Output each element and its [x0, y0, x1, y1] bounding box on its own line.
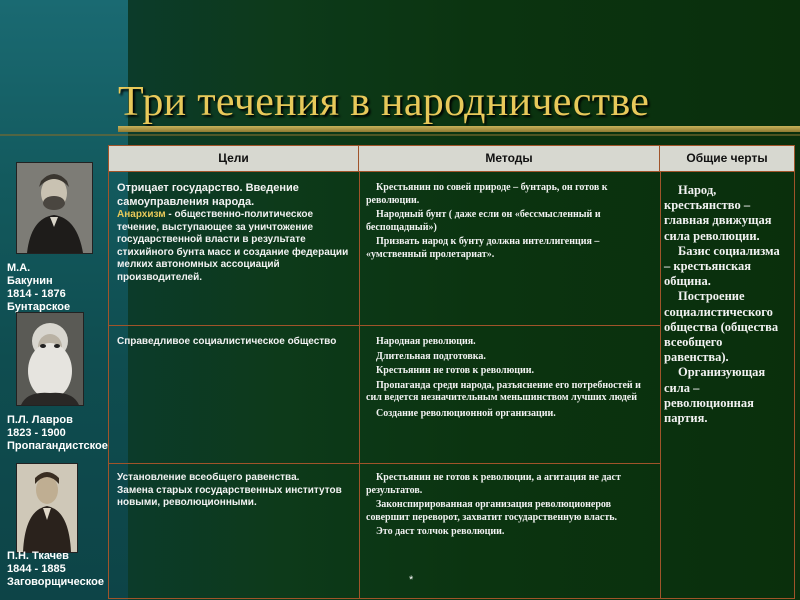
- person-current: Пропагандистское: [7, 440, 108, 452]
- col-divider: [660, 171, 661, 598]
- method-item: Народная революция.: [376, 336, 476, 347]
- title-underline-thin: [0, 134, 800, 136]
- common-trait: Организующая сила – революционная партия.: [664, 365, 766, 426]
- portrait-lavrov: [16, 312, 84, 406]
- row-divider: [109, 463, 660, 464]
- method-item: Крестьянин по совей природе – бунтарь, он готов к революции.: [366, 182, 608, 206]
- method-item: Законспирированная организация революционеров совершит переворот, захватит государственную власть.: [366, 499, 618, 523]
- method-item: Крестьянин не готов к революции.: [376, 365, 534, 376]
- portrait-bakunin-image: [17, 163, 92, 253]
- method-item: Длительная подготовка.: [376, 350, 486, 362]
- person-years: 1814 - 1876: [7, 288, 66, 300]
- row-divider: [109, 325, 660, 326]
- method-item: Создание революционной организации.: [376, 407, 556, 419]
- row1-goals-main: Отрицает государство. Введение самоуправления народа.: [117, 182, 299, 208]
- title-underline: [118, 126, 800, 132]
- header-divider: [109, 171, 794, 172]
- row1-goals: [117, 182, 353, 284]
- person-lavrov: [7, 414, 108, 453]
- portrait-bakunin: [16, 162, 93, 254]
- goal-item: Установление всеобщего равенства.: [117, 472, 300, 483]
- person-current: Заговорщическое: [7, 576, 104, 588]
- portrait-lavrov-image: [17, 313, 83, 405]
- header-methods: Методы: [359, 146, 660, 171]
- method-item: Народный бунт ( даже если он «бессмысленный и беспощадный»): [366, 209, 601, 233]
- method-item: Призвать народ к бунту должна интеллигенция – «умственный пролетариат».: [366, 236, 600, 260]
- row3-methods: [366, 472, 652, 539]
- method-item: Пропаганда среди народа, разъяснение его потребностей и сил ведется незначительным меньшинством лучших людей: [366, 379, 641, 403]
- row2-methods: [366, 336, 652, 420]
- method-item: Крестьянин не готов к революции, а агитация не даст результатов.: [366, 472, 621, 496]
- common-traits: [664, 183, 789, 426]
- portrait-tkachev-image: [17, 464, 77, 552]
- anarchism-term: Анархизм: [117, 209, 166, 220]
- common-trait: Базис социализма – крестьянская община.: [664, 243, 780, 289]
- person-name: П.Л. Лавров: [7, 414, 73, 426]
- common-trait: Построение социалистического общества (общества всеобщего равенства).: [664, 289, 779, 365]
- person-current: Бунтарское: [7, 301, 71, 313]
- person-years: 1844 - 1885: [7, 563, 66, 575]
- row3-goals: [117, 472, 347, 510]
- goal-item: Замена старых государственных институтов новыми, революционными.: [117, 484, 342, 508]
- anarchism-definition: - общественно-политическое течение, выступающее за уничтожение государственной власти в результате стихийного бунта масс и создание федерации мелких автономных ассоциаций производителей.: [117, 209, 349, 283]
- person-years: 1823 - 1900: [7, 427, 66, 439]
- header-goals: Цели: [109, 146, 359, 171]
- row1-methods: [366, 182, 652, 261]
- person-name: М.А. Бакунин: [7, 262, 53, 287]
- method-item: Это даст толчок революции.: [376, 526, 505, 537]
- person-bakunin: [7, 262, 77, 314]
- page-title: Три течения в народничестве: [118, 79, 650, 125]
- footnote-star: *: [409, 574, 414, 586]
- person-tkachev: [7, 550, 104, 589]
- person-name: П.Н. Ткачев: [7, 550, 69, 562]
- common-trait: Народ, крестьянство – главная движущая сила революции.: [664, 183, 772, 243]
- col-divider: [359, 171, 360, 598]
- header-common: Общие черты: [660, 146, 794, 171]
- portrait-tkachev: [16, 463, 78, 553]
- row2-goals: Справедливое социалистическое общество: [117, 336, 337, 347]
